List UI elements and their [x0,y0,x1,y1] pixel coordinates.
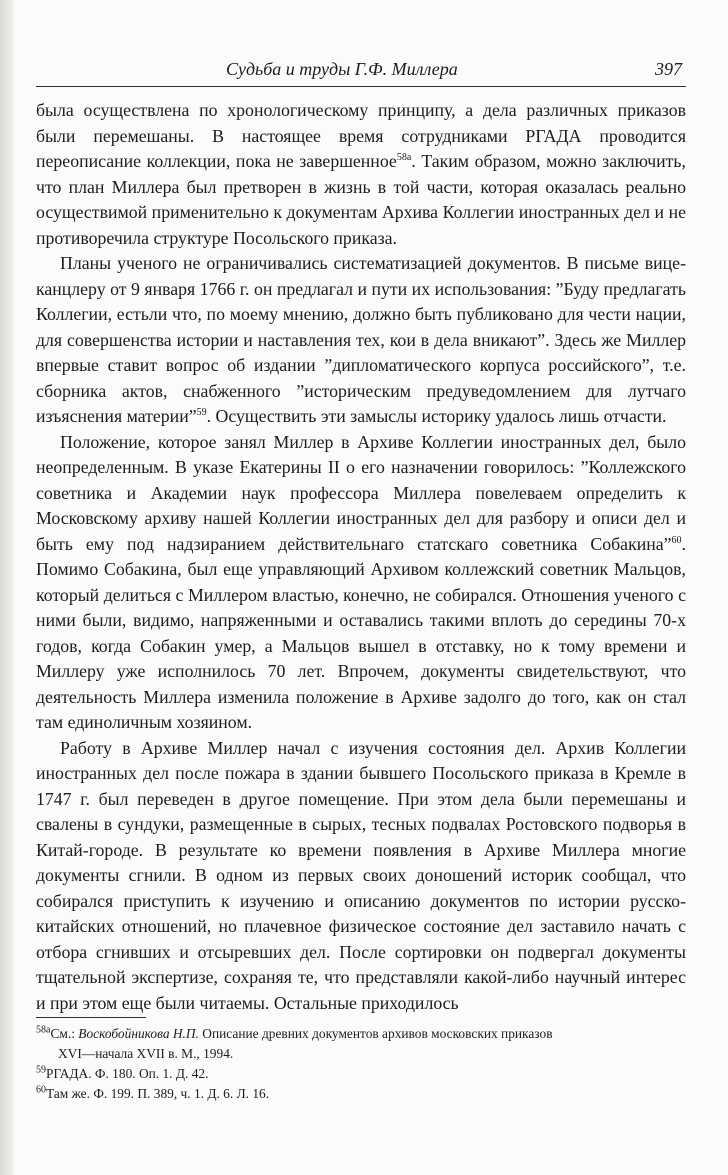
paragraph-text: . Осуществить эти замыслы историку удалось лишь отчасти. [206,406,667,426]
footnote-marker: 58а [36,1024,51,1036]
page-number: 397 [655,59,682,79]
paragraph-text: . Помимо Собакина, был еще управляющий Архивом коллежский советник Мальцов, который делиться с Миллером властью, конечно, не собирался. Отношения ученого с ними были, видимо, напряженными и оставались такими вплоть до середины 70-х годов, когда Собакин умер, а Мальцов вышел в отставку, но к тому времени и Миллеру уже исполнилось 70 лет. Впрочем, документы свидетельствуют, что деятельность Миллера изменила положение в Архиве задолго до того, как он стал там единоличным хозяином. [36,533,686,732]
paragraph-text: Планы ученого не ограничивались систематизацией документов. В письме вице-канцлеру от 9 января 1766 г. он предлагал и пути их использования: ”Буду предлагать Коллегии, естьли что, по моему мнению, должно быть публиковано для чести нации, для совершенства истории и наставления тех, кои в дела вникают”. Здесь же Миллер впервые ставит вопрос об издании ”дипломатического корпуса российского”, т.е. сборника актов, снабженного ”историческим предуведомлением для лутчаго изъяснения материи” [36,253,686,426]
running-title: Судьба и труды Г.Ф. Миллера [226,59,458,79]
paragraph-text: Положение, которое занял Миллер в Архиве Коллегии иностранных дел, было неопределенным. В указе Екатерины II о его назначении говорилось: ”Коллежского советника и Академии наук профессора Миллера повелеваем определить к Московскому архиву нашей Коллегии иностранных дел для разбору и описи дел и быть ему под надзиранием действительнаго статскаго советника Собакина” [36,431,686,554]
scan-edge [0,0,14,1175]
paragraph [36,430,686,736]
body-text [36,98,686,1016]
paragraph: Работу в Архиве Миллер начал с изучения состояния дел. Архив Коллегии иностранных дел после пожара в здании бывшего Посольского приказа в Кремле в 1747 г. был переведен в другое помещение. При этом дела были перемешаны и свалены в сундуки, размещенные в сырых, тесных подвалах Ростовского подворья в Китай-городе. В результате ко времени появления в Архиве Миллера многие документы сгнили. В одном из первых своих доношений историк сообщал, что собирался приступить к изучению и описанию документов по истории русско-китайских отношений, но плачевное физическое состояние дел заставило начать с отбора сгнивших и отсыревших дел. После сортировки он подвергал документы тщательной экспертизе, сохраняя те, что представляли какой-либо научный интерес и при этом еще были читаемы. Остальные приходилось [36,737,686,1013]
footnote-prefix: См.: [50,1026,79,1041]
paragraph [36,98,686,251]
footnote-marker: 59 [36,1064,46,1076]
footnote-divider [36,1017,146,1018]
footnote-author: Воскобойникова Н.П. [78,1026,199,1041]
footnote-text: Там же. Ф. 199. П. 389, ч. 1. Д. 6. Л. 16. [46,1086,270,1101]
footnote-ref: 59 [196,407,207,419]
footnote-text: РГАДА. Ф. 180. Оп. 1. Д. 42. [46,1066,209,1081]
footnote-continuation: XVI—начала XVII в. М., 1994. [58,1046,234,1061]
footnote-marker: 60 [36,1084,46,1096]
paragraph [36,251,686,430]
paragraph-text: . Таким образом, можно заключить, что план Миллера был претворен в жизнь в той части, которая оказалась реально осуществимой применительно к документам Архива Коллегии иностранных дел и не противоречила структуре Посольского приказа. [36,151,686,248]
footnote-ref: 60 [671,534,682,546]
footnote-text: Описание древних документов архивов московских приказов [198,1026,553,1041]
footnotes [36,1024,686,1104]
footnote-ref: 58а [396,152,412,164]
footnote [36,1084,686,1104]
footnote [36,1024,686,1064]
paragraph-text: была осуществлена по хронологическому принципу, а дела различных приказов были перемешаны. В настоящее время сотрудниками РГАДА проводится переописание коллекции, пока не завершенное [36,100,686,171]
footnote [36,1064,686,1084]
running-header [36,56,686,87]
